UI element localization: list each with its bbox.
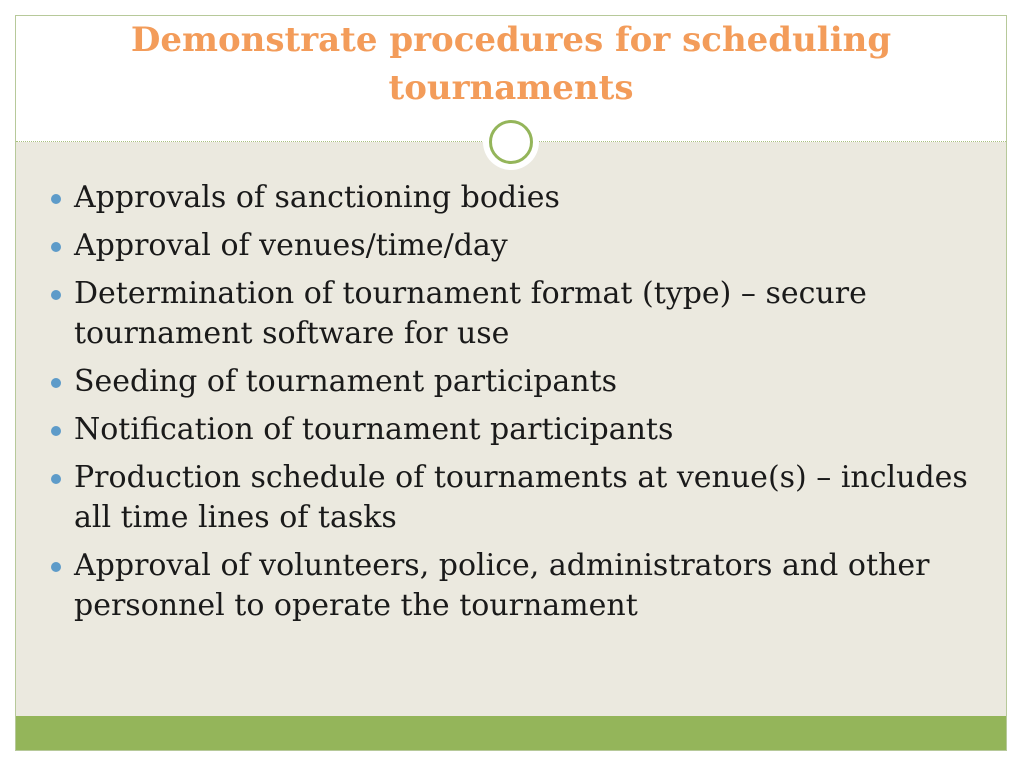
circle-bullet-icon	[51, 242, 61, 252]
bullet-text: Notification of tournament participants	[74, 412, 674, 447]
bullet-text: Production schedule of tournaments at venue(s) – includes all time lines of tasks	[74, 460, 968, 535]
bullet-item	[46, 410, 986, 450]
bullet-item	[46, 274, 986, 354]
footer-bar	[16, 716, 1006, 750]
bullet-item	[46, 226, 986, 266]
bullet-text: Approval of venues/time/day	[74, 228, 508, 263]
bullet-text: Approvals of sanctioning bodies	[74, 180, 560, 215]
ring-ornament-icon	[483, 114, 539, 170]
slide-title: Demonstrate procedures for scheduling tournaments	[130, 20, 892, 108]
slide	[16, 16, 1006, 750]
bullet-text: Approval of volunteers, police, administrators and other personnel to operate the tournament	[74, 548, 930, 623]
bullet-item	[46, 458, 986, 538]
circle-bullet-icon	[51, 562, 61, 572]
circle-bullet-icon	[51, 194, 61, 204]
circle-bullet-icon	[51, 378, 61, 388]
bullet-item	[46, 546, 986, 626]
bullet-item	[46, 362, 986, 402]
circle-bullet-icon	[51, 426, 61, 436]
circle-bullet-icon	[51, 474, 61, 484]
circle-bullet-icon	[51, 290, 61, 300]
bullet-item	[46, 178, 986, 218]
bullet-text: Determination of tournament format (type) – secure tournament software for use	[74, 276, 867, 351]
bullet-text: Seeding of tournament participants	[74, 364, 618, 399]
ring-ornament-inner	[489, 120, 533, 164]
bullet-list	[46, 178, 986, 634]
